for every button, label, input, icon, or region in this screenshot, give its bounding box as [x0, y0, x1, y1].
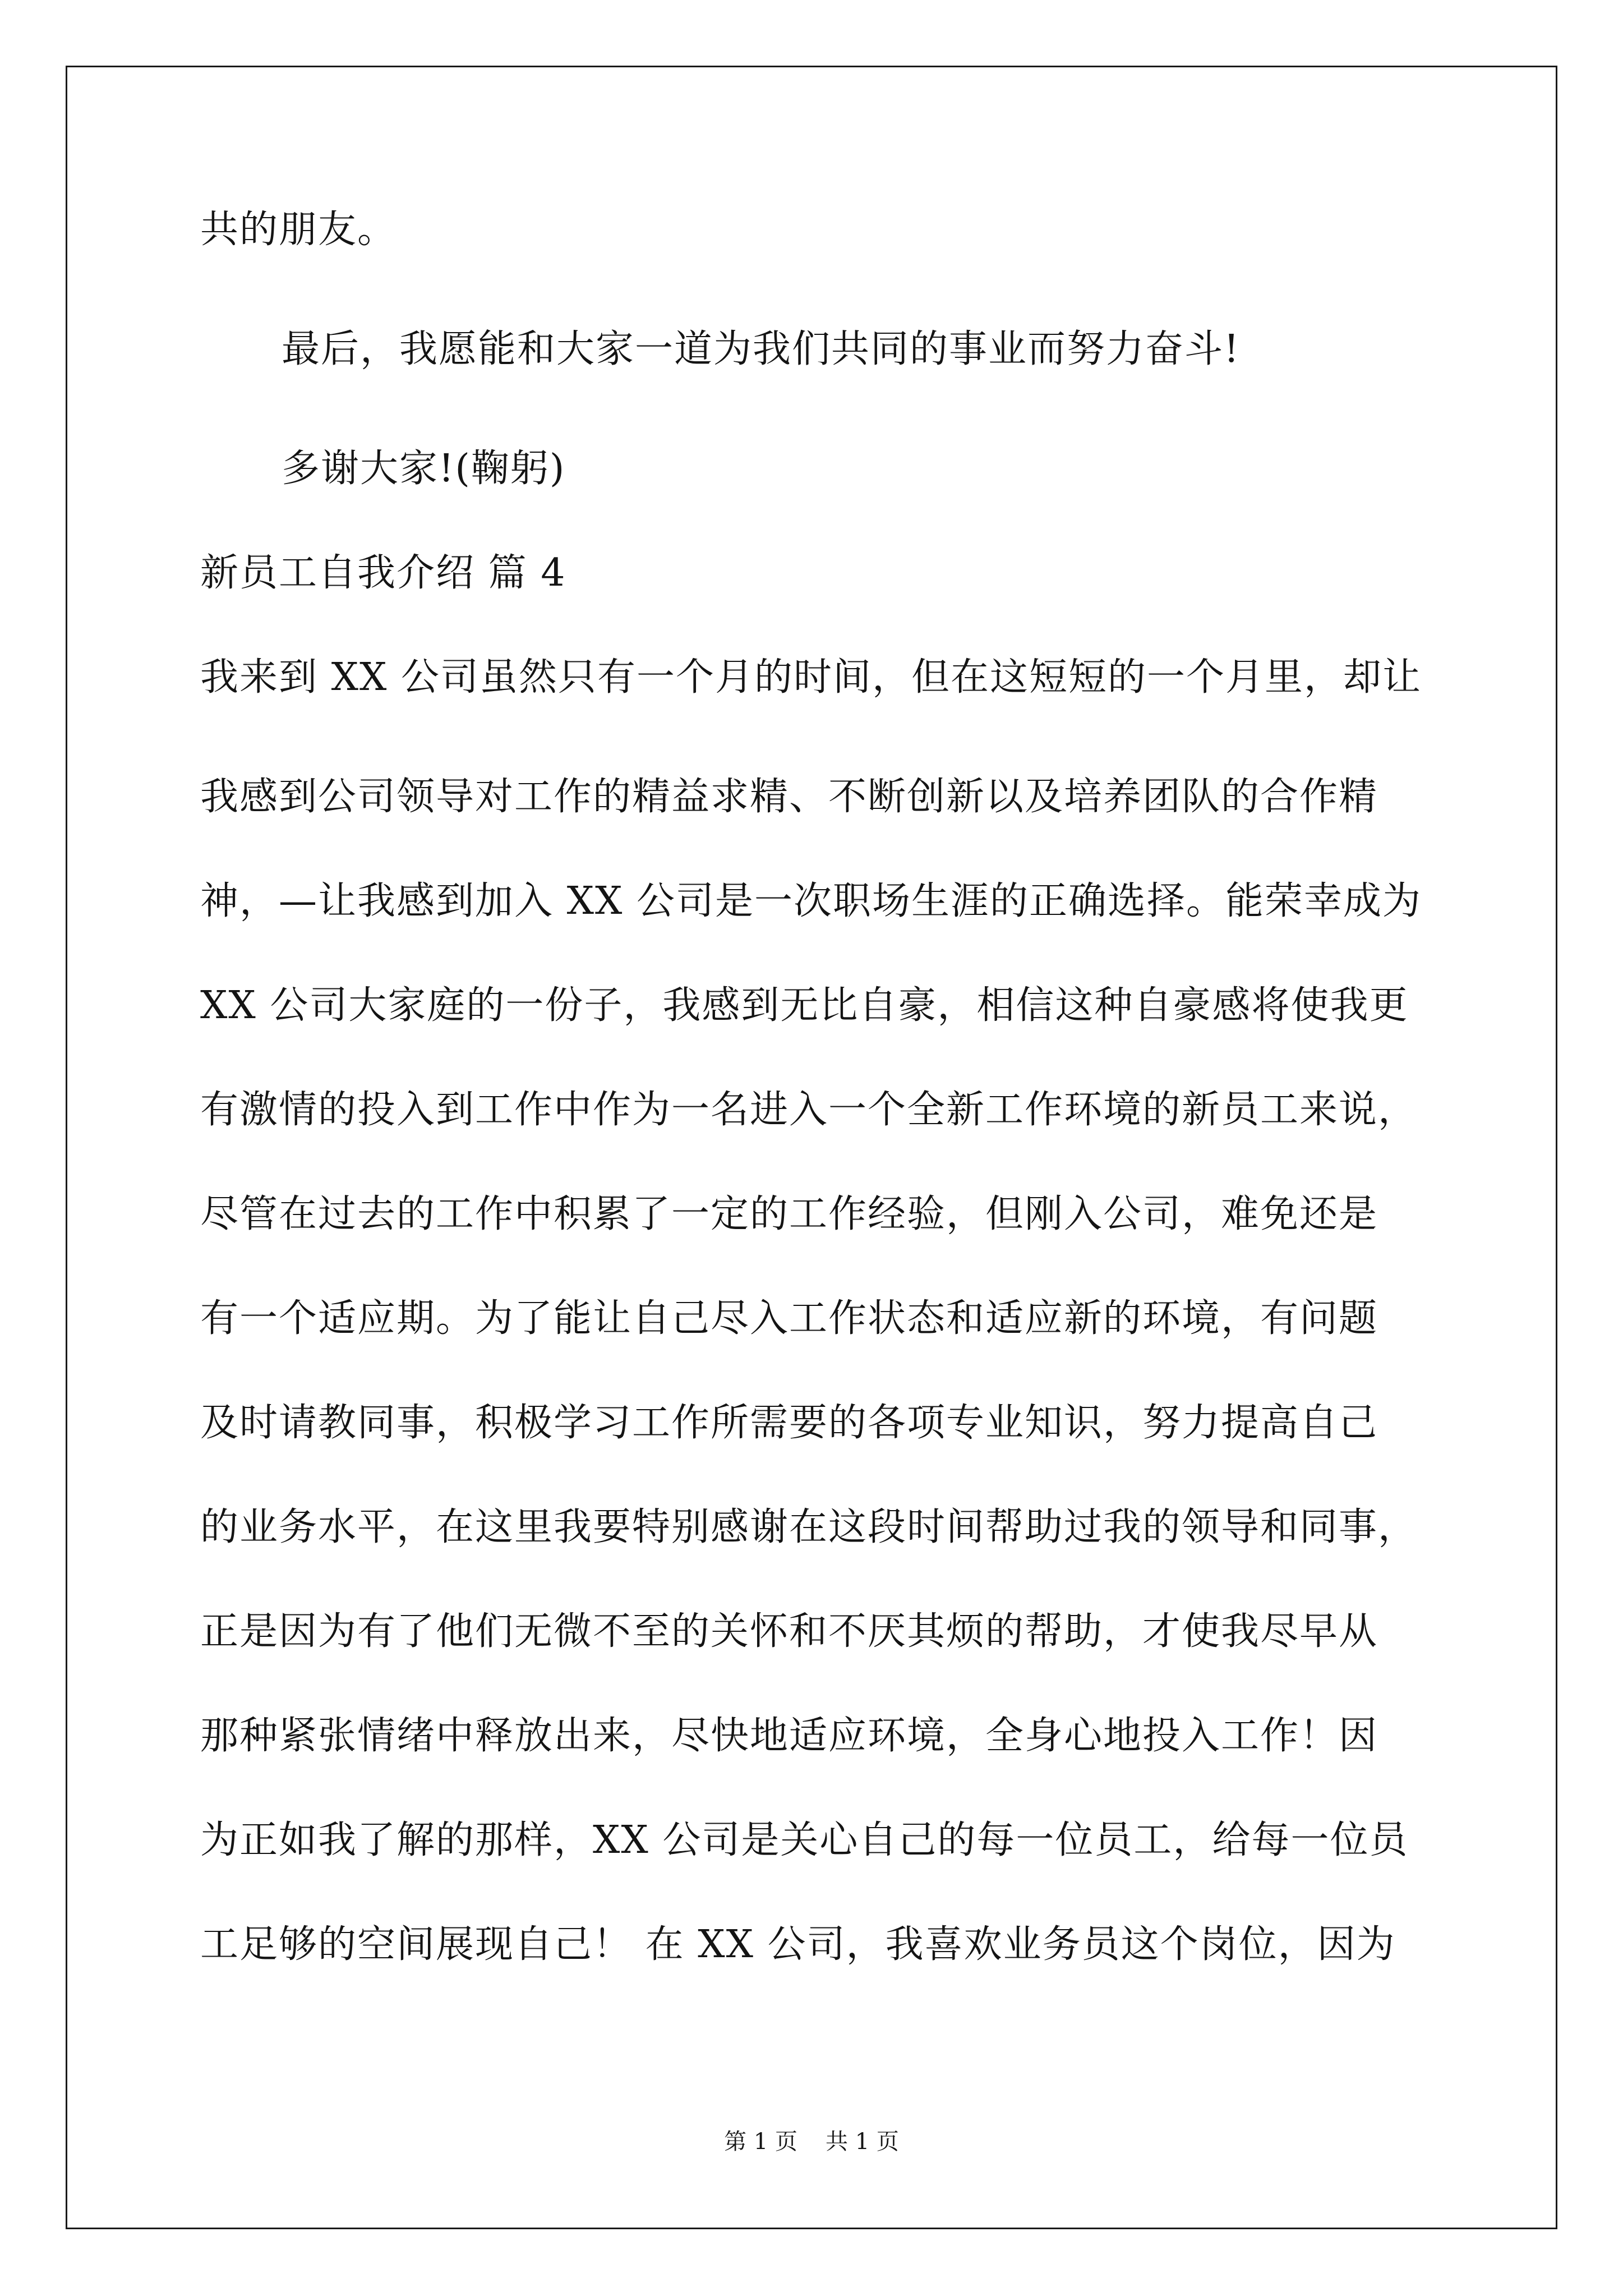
page-number-total: 共 1 页	[826, 2129, 899, 2155]
page-footer	[0, 2128, 1623, 2156]
page-border	[66, 66, 1557, 2229]
body-line-7: 神，—让我感到加入 XX 公司是一次职场生涯的正确选择。能荣幸成为	[200, 879, 1422, 923]
body-line-5: 我来到 XX 公司虽然只有一个月的时间，但在这短短的一个月里，却让	[200, 655, 1422, 700]
body-line-16: 为正如我了解的那样，XX 公司是关心自己的每一位员工，给每一位员	[200, 1818, 1409, 1862]
body-line-17: 工足够的空间展现自己！ 在 XX 公司，我喜欢业务员这个岗位，因为	[200, 1922, 1396, 1967]
body-line-15: 那种紧张情绪中释放出来，尽快地适应环境，全身心地投入工作！因	[200, 1714, 1378, 1758]
section-heading: 新员工自我介绍 篇 4	[200, 551, 566, 595]
body-line-9: 有激情的投入到工作中作为一名进入一个全新工作环境的新员工来说，	[200, 1088, 1418, 1132]
body-line-1: 共的朋友。	[200, 208, 397, 252]
body-line-11: 有一个适应期。为了能让自己尽入工作状态和适应新的环境，有问题	[200, 1296, 1378, 1341]
body-line-2: 最后，我愿能和大家一道为我们共同的事业而努力奋斗!	[282, 327, 1241, 371]
body-line-12: 及时请教同事，积极学习工作所需要的各项专业知识，努力提高自己	[200, 1401, 1378, 1445]
body-line-13: 的业务水平，在这里我要特别感谢在这段时间帮助过我的领导和同事，	[200, 1505, 1418, 1549]
body-line-10: 尽管在过去的工作中积累了一定的工作经验，但刚入公司，难免还是	[200, 1192, 1378, 1236]
body-line-6: 我感到公司领导对工作的精益求精、不断创新以及培养团队的合作精	[200, 775, 1378, 819]
body-line-3: 多谢大家!(鞠躬)	[282, 447, 566, 491]
body-line-14: 正是因为有了他们无微不至的关怀和不厌其烦的帮助，才使我尽早从	[200, 1609, 1378, 1654]
page-number-current: 第 1 页	[724, 2129, 797, 2155]
body-line-8: XX 公司大家庭的一份子，我感到无比自豪，相信这种自豪感将使我更	[200, 983, 1409, 1028]
